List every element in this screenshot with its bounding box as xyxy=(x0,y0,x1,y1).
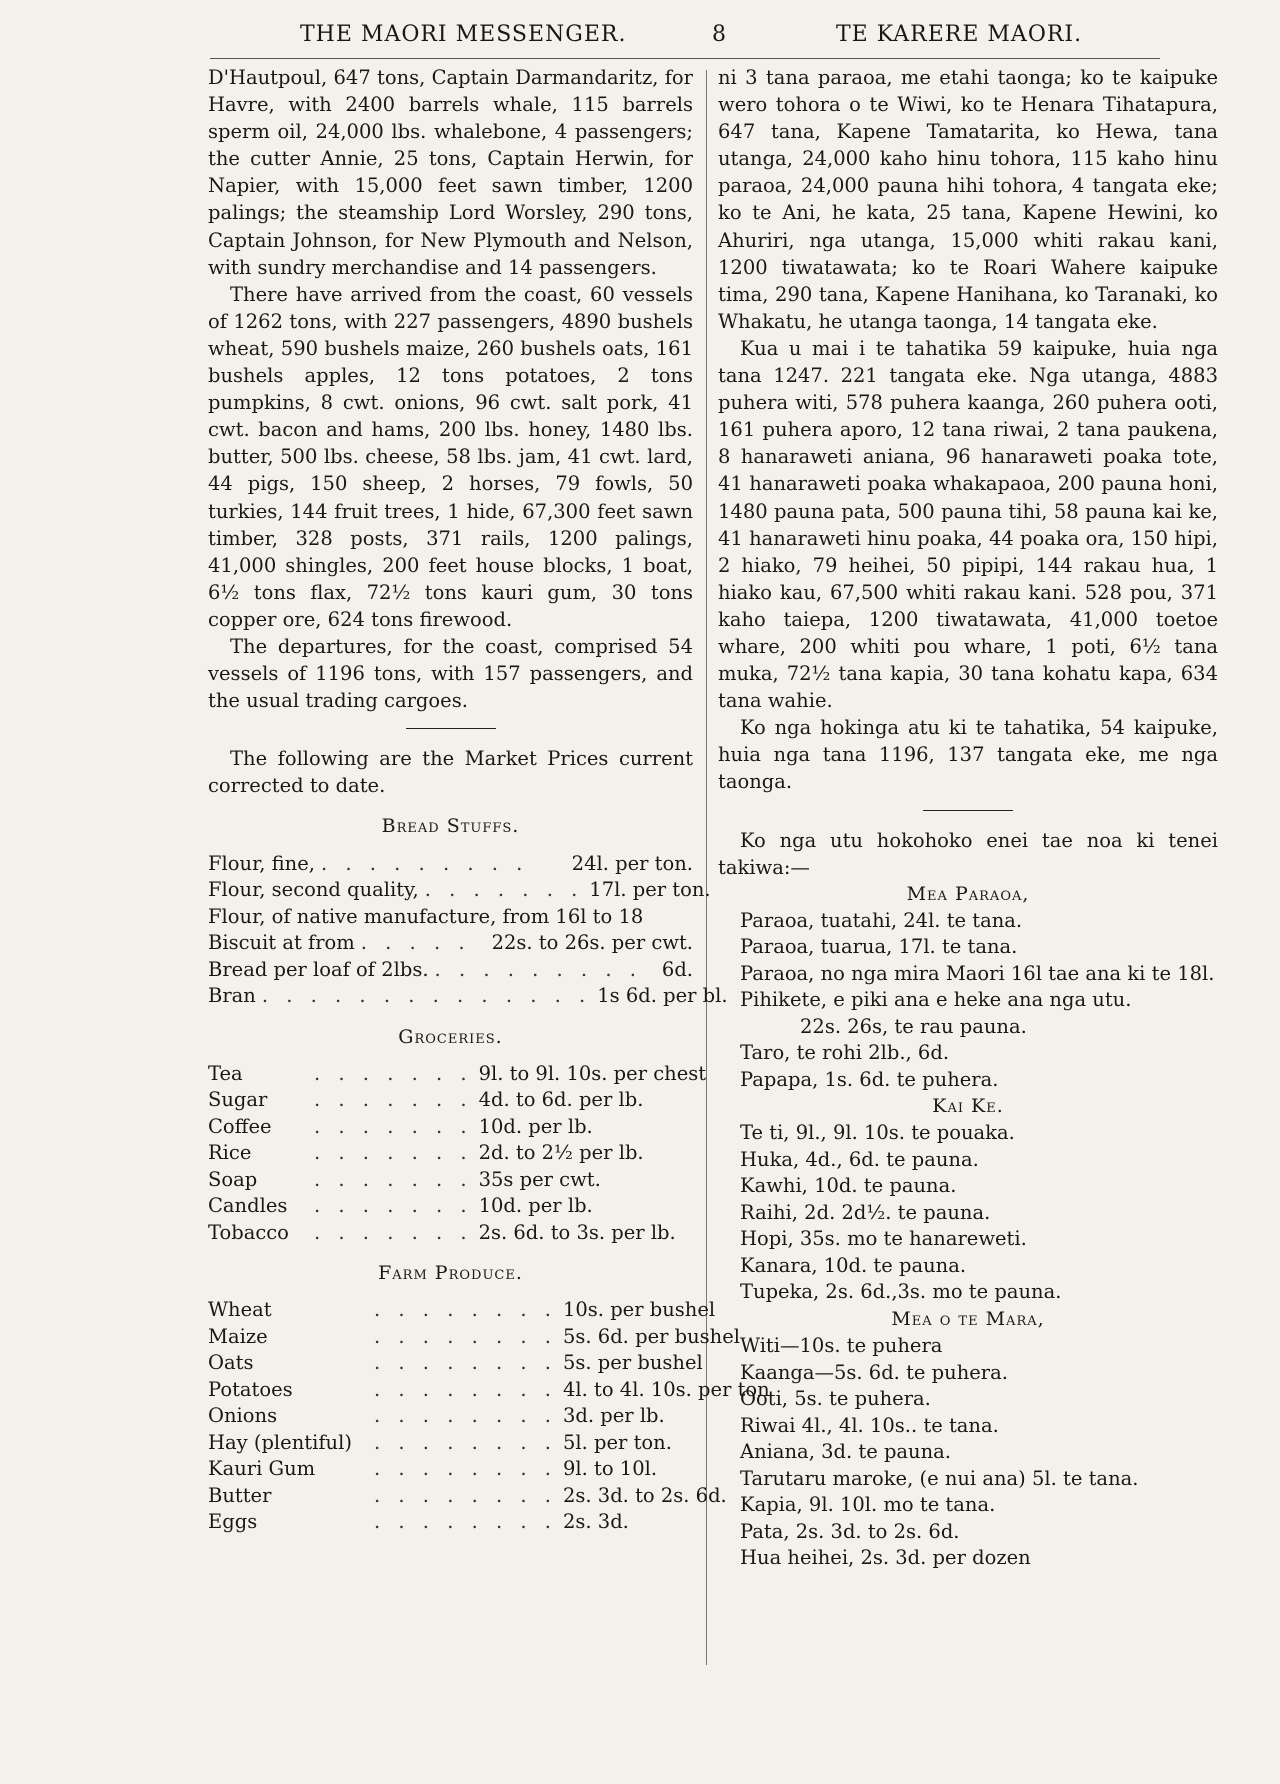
price-line: Pihikete, e piki ana e heke ana nga utu. xyxy=(740,988,1132,1012)
price-row: Soap . . . . . . . 35s per cwt. xyxy=(208,1167,693,1194)
price-row: Potatoes . . . . . . . . 4l. to 4l. 10s. per ton xyxy=(208,1377,693,1404)
price-line: Aniana, 3d. te pauna. xyxy=(740,1440,951,1463)
price-line: Hopi, 35s. mo te hanareweti. xyxy=(740,1227,1027,1251)
price-line: Kawhi, 10d. te pauna. xyxy=(740,1174,957,1198)
price-item: Flour, of native manufacture, from 16l to 18 xyxy=(208,904,644,928)
price-line: Hua heihei, 2s. 3d. per dozen xyxy=(740,1546,1031,1569)
price-value: 24l. per ton. xyxy=(571,851,693,875)
price-item: Potatoes xyxy=(208,1377,293,1401)
price-item: Tea xyxy=(208,1061,243,1085)
price-value: 3d. per lb. xyxy=(562,1404,665,1428)
price-item: Soap xyxy=(208,1167,258,1191)
price-line: Papapa, 1s. 6d. te puhera. xyxy=(740,1067,999,1091)
price-row: Sugar . . . . . . . 4d. to 6d. per lb. xyxy=(208,1087,693,1114)
header-title-english: THE MAORI MESSENGER. xyxy=(300,22,627,47)
price-item: Candles xyxy=(208,1194,288,1218)
price-value: 5s. per bushel xyxy=(562,1351,703,1375)
price-value: 2d. to 2½ per lb. xyxy=(478,1141,644,1165)
price-item: Kauri Gum xyxy=(208,1457,316,1481)
market-intro: The following are the Market Prices current corrected to date. xyxy=(208,747,693,798)
price-row: Eggs . . . . . . . . 2s. 3d. xyxy=(208,1509,693,1536)
price-line: Witi—10s. te puhera xyxy=(740,1334,943,1357)
column-divider xyxy=(706,70,707,1665)
bread-price-list xyxy=(208,851,728,1010)
shipping-paragraph-3: The departures, for the coast, comprised 54 vessels of 1196 tons, with 157 passengers, and the usual trading cargoes. xyxy=(208,634,693,713)
price-value: 2s. 3d. to 2s. 6d. xyxy=(562,1483,727,1507)
price-row: Kauri Gum . . . . . . . . 9l. to 10l. xyxy=(208,1456,693,1483)
price-item: Sugar xyxy=(208,1088,268,1112)
price-value: 10d. per lb. xyxy=(478,1114,593,1138)
price-item: Rice xyxy=(208,1141,252,1165)
section-rule xyxy=(406,728,496,729)
price-line: Tarutaru maroke, (e nui ana) 5l. te tana. xyxy=(740,1466,1139,1490)
price-item: Hay (plentiful) xyxy=(208,1430,352,1454)
maori-shipping-paragraph-2: Kua u mai i te tahatika 59 kaipuke, huia nga tana 1247. 221 tangata eke. Nga utanga, 4883 puhera witi, 578 puhera kaanga, 260 puhera ooti, 161 puhera aporo, 12 tana riwai, 2 tana paukena, 8 hanaraweti aniana, 96 hanaraweti poaka tote, 41 hanaraweti poaka whakapaoa, 200 pauna honi, 1480 pauna pata, 500 pauna tihi, 58 pauna kai ke, 41 hanaraweti hinu poaka, 44 poaka ora, 150 hipi, 2 hiako, 79 heihei, 50 pipipi, 144 rakau hua, 1 hiako kau, 67,500 whiti rakau kani. 528 pou, 371 kaho taiepa, 1200 tiwatawata, 41,000 toetoe whare, 200 whiti pou whare, 1 poti, 6½ tana muka, 72½ tana kapia, 30 tana kohatu kapa, 634 tana wahie. xyxy=(718,336,1218,713)
price-value: 1s 6d. per bl. xyxy=(597,984,728,1008)
price-line: Pata, 2s. 3d. to 2s. 6d. xyxy=(740,1519,960,1543)
header-rule xyxy=(210,58,1160,59)
price-row: Maize . . . . . . . . 5s. 6d. per bushel xyxy=(208,1324,693,1351)
price-row: Hay (plentiful) . . . . . . . . 5l. per ton. xyxy=(208,1430,693,1457)
price-item: Onions xyxy=(208,1404,278,1428)
price-value: 2s. 3d. xyxy=(562,1510,629,1534)
price-item: Maize xyxy=(208,1324,268,1348)
price-item: Wheat xyxy=(208,1298,272,1322)
price-row: Biscuit at from . . . . . 22s. to 26s. per cwt. xyxy=(208,930,693,957)
price-item: Biscuit at from xyxy=(208,931,355,955)
price-value: 4l. to 4l. 10s. per ton xyxy=(562,1377,770,1401)
price-value: 9l. to 9l. 10s. per chest xyxy=(478,1061,707,1085)
price-value: 2s. 6d. to 3s. per lb. xyxy=(478,1220,676,1244)
price-line: Tupeka, 2s. 6d.,3s. mo te pauna. xyxy=(740,1280,1062,1304)
heading-mea-o-te-mara: Mea o te Mara, xyxy=(891,1307,1045,1330)
price-item: Flour, fine, xyxy=(208,851,315,875)
price-item: Flour, second quality, xyxy=(208,878,419,902)
price-value: 35s per cwt. xyxy=(478,1167,601,1191)
heading-farm-produce: Farm Produce. xyxy=(378,1262,523,1285)
heading-bread-stuffs: Bread Stuffs. xyxy=(381,815,520,838)
price-line: Kaanga—5s. 6d. te puhera. xyxy=(740,1360,1008,1384)
price-row xyxy=(208,904,693,931)
price-item: Coffee xyxy=(208,1114,272,1138)
price-row: Candles . . . . . . . 10d. per lb. xyxy=(208,1193,693,1220)
kaike-price-list xyxy=(718,1120,1218,1306)
price-value: 10s. per bushel xyxy=(562,1298,716,1322)
price-item: Bread per loaf of 2lbs. xyxy=(208,957,429,981)
mara-price-list xyxy=(718,1333,1218,1572)
groceries-price-list xyxy=(208,1061,707,1247)
shipping-paragraph-2: There have arrived from the coast, 60 vessels of 1262 tons, with 227 passengers, 4890 bushels wheat, 590 bushels maize, 260 bushels oats, 161 bushels apples, 12 tons potatoes, 2 tons pumpkins, 8 cwt. onions, 96 cwt. salt pork, 41 cwt. bacon and hams, 200 lbs. honey, 1480 lbs. butter, 500 lbs. cheese, 58 lbs. jam, 41 cwt. lard, 44 pigs, 150 sheep, 2 horses, 79 fowls, 50 turkies, 144 fruit trees, 1 hide, 67,300 feet sawn timber, 328 posts, 371 rails, 1200 palings, 41,000 shingles, 200 feet house blocks, 1 boat, 6½ tons flax, 72½ tons kauri gum, 30 tons copper ore, 624 tons firewood. xyxy=(208,282,693,631)
price-row: Oats . . . . . . . . 5s. per bushel xyxy=(208,1350,693,1377)
farm-price-list xyxy=(208,1297,770,1536)
paraoa-price-list xyxy=(718,908,1218,1094)
maori-shipping-paragraph-3: Ko nga hokinga atu ki te tahatika, 54 kaipuke, huia nga tana 1196, 137 tangata eke, me nga taonga. xyxy=(718,716,1218,794)
heading-kai-ke: Kai Ke. xyxy=(932,1095,1004,1118)
price-value: 5l. per ton. xyxy=(562,1430,672,1454)
price-row: Tobacco . . . . . . . 2s. 6d. to 3s. per lb. xyxy=(208,1220,693,1247)
price-line: Riwai 4l., 4l. 10s.. te tana. xyxy=(740,1413,999,1437)
price-line: Ooti, 5s. te puhera. xyxy=(740,1387,931,1410)
heading-groceries: Groceries. xyxy=(398,1025,503,1048)
price-line: Taro, te rohi 2lb., 6d. xyxy=(740,1041,950,1065)
price-value: 10d. per lb. xyxy=(478,1194,593,1218)
maori-shipping-paragraph-1: ni 3 tana paraoa, me etahi taonga; ko te kaipuke wero tohora o te Wiwi, ko te Henara Tihatapura, 647 tana, Kapene Tamatarita, ko Hewa, tana utanga, 24,000 kaho hinu tohora, 115 kaho hinu paraoa, 24,000 pauna hihi tohora, 4 tangata eke; ko te Ani, he kata, 25 tana, Kapene Hewini, ko Ahuriri, nga utanga, 15,000 whiti rakau kani, 1200 tiwatawata; ko te Roari Wahere kaipuke tima, 290 tana, Kapene Hanihana, ko Taranaki, ko Whakatu, he utanga taonga, 14 tangata eke. xyxy=(718,66,1218,333)
maori-market-intro: Ko nga utu hokohoko enei tae noa ki tenei takiwa:— xyxy=(718,828,1218,879)
price-item: Butter xyxy=(208,1483,272,1507)
shipping-paragraph-1: D'Hautpoul, 647 tons, Captain Darmandaritz, for Havre, with 2400 barrels whale, 115 barrels sperm oil, 24,000 lbs. whalebone, 4 passengers; the cutter Annie, 25 tons, Captain Herwin, for Napier, with 15,000 feet sawn timber, 1200 palings; the steamship Lord Worsley, 290 tons, Captain Johnson, for New Plymouth and Nelson, with sundry merchandise and 14 passengers. xyxy=(208,66,693,279)
price-item: Tobacco xyxy=(208,1220,289,1244)
price-item: Oats xyxy=(208,1351,254,1375)
header-title-maori: TE KARERE MAORI. xyxy=(836,22,1083,47)
price-line: Paraoa, tuarua, 17l. te tana. xyxy=(740,935,1018,959)
price-value: 9l. to 10l. xyxy=(562,1457,658,1481)
maori-column xyxy=(718,64,1218,1572)
price-line: Te ti, 9l., 9l. 10s. te pouaka. xyxy=(740,1121,1015,1145)
english-column xyxy=(208,64,770,1536)
price-value: 22s. to 26s. per cwt. xyxy=(491,931,693,955)
price-row: Onions . . . . . . . . 3d. per lb. xyxy=(208,1403,693,1430)
price-item: Eggs xyxy=(208,1510,258,1534)
price-line: Raihi, 2d. 2d½. te pauna. xyxy=(740,1200,991,1224)
price-line: Kapia, 9l. 10l. mo te tana. xyxy=(740,1493,996,1516)
price-line: 22s. 26s, te rau pauna. xyxy=(800,1014,1027,1038)
section-rule xyxy=(923,810,1013,811)
price-row: Butter . . . . . . . . 2s. 3d. to 2s. 6d. xyxy=(208,1483,693,1510)
price-line: Kanara, 10d. te pauna. xyxy=(740,1253,967,1277)
page-number: 8 xyxy=(712,22,727,47)
price-row: Tea . . . . . . . 9l. to 9l. 10s. per chest xyxy=(208,1061,693,1088)
price-row: Wheat . . . . . . . . 10s. per bushel xyxy=(208,1297,693,1324)
price-value: 5s. 6d. per bushel xyxy=(562,1324,741,1348)
heading-mea-paraoa: Mea Paraoa, xyxy=(906,882,1030,905)
price-item: Bran xyxy=(208,984,256,1008)
price-line: Huka, 4d., 6d. te pauna. xyxy=(740,1147,979,1171)
price-value: 4d. to 6d. per lb. xyxy=(478,1088,644,1112)
running-header xyxy=(0,18,1280,58)
price-row: Bran . . . . . . . . . . . . . . 1s 6d. per bl. xyxy=(208,983,693,1010)
price-row: Rice . . . . . . . 2d. to 2½ per lb. xyxy=(208,1140,693,1167)
price-line: Paraoa, no nga mira Maori 16l tae ana ki te 18l. xyxy=(740,961,1215,985)
price-value: 17l. per ton. xyxy=(589,878,711,902)
price-value: 6d. xyxy=(661,957,693,981)
price-row: Coffee . . . . . . . 10d. per lb. xyxy=(208,1114,693,1141)
price-row: Flour, fine, . . . . . . . . . 24l. per ton. xyxy=(208,851,693,878)
price-row: Flour, second quality, . . . . . . . 17l. per ton. xyxy=(208,877,693,904)
price-line: Paraoa, tuatahi, 24l. te tana. xyxy=(740,908,1023,932)
price-row: Bread per loaf of 2lbs. . . . . . . . . . 6d. xyxy=(208,957,693,984)
